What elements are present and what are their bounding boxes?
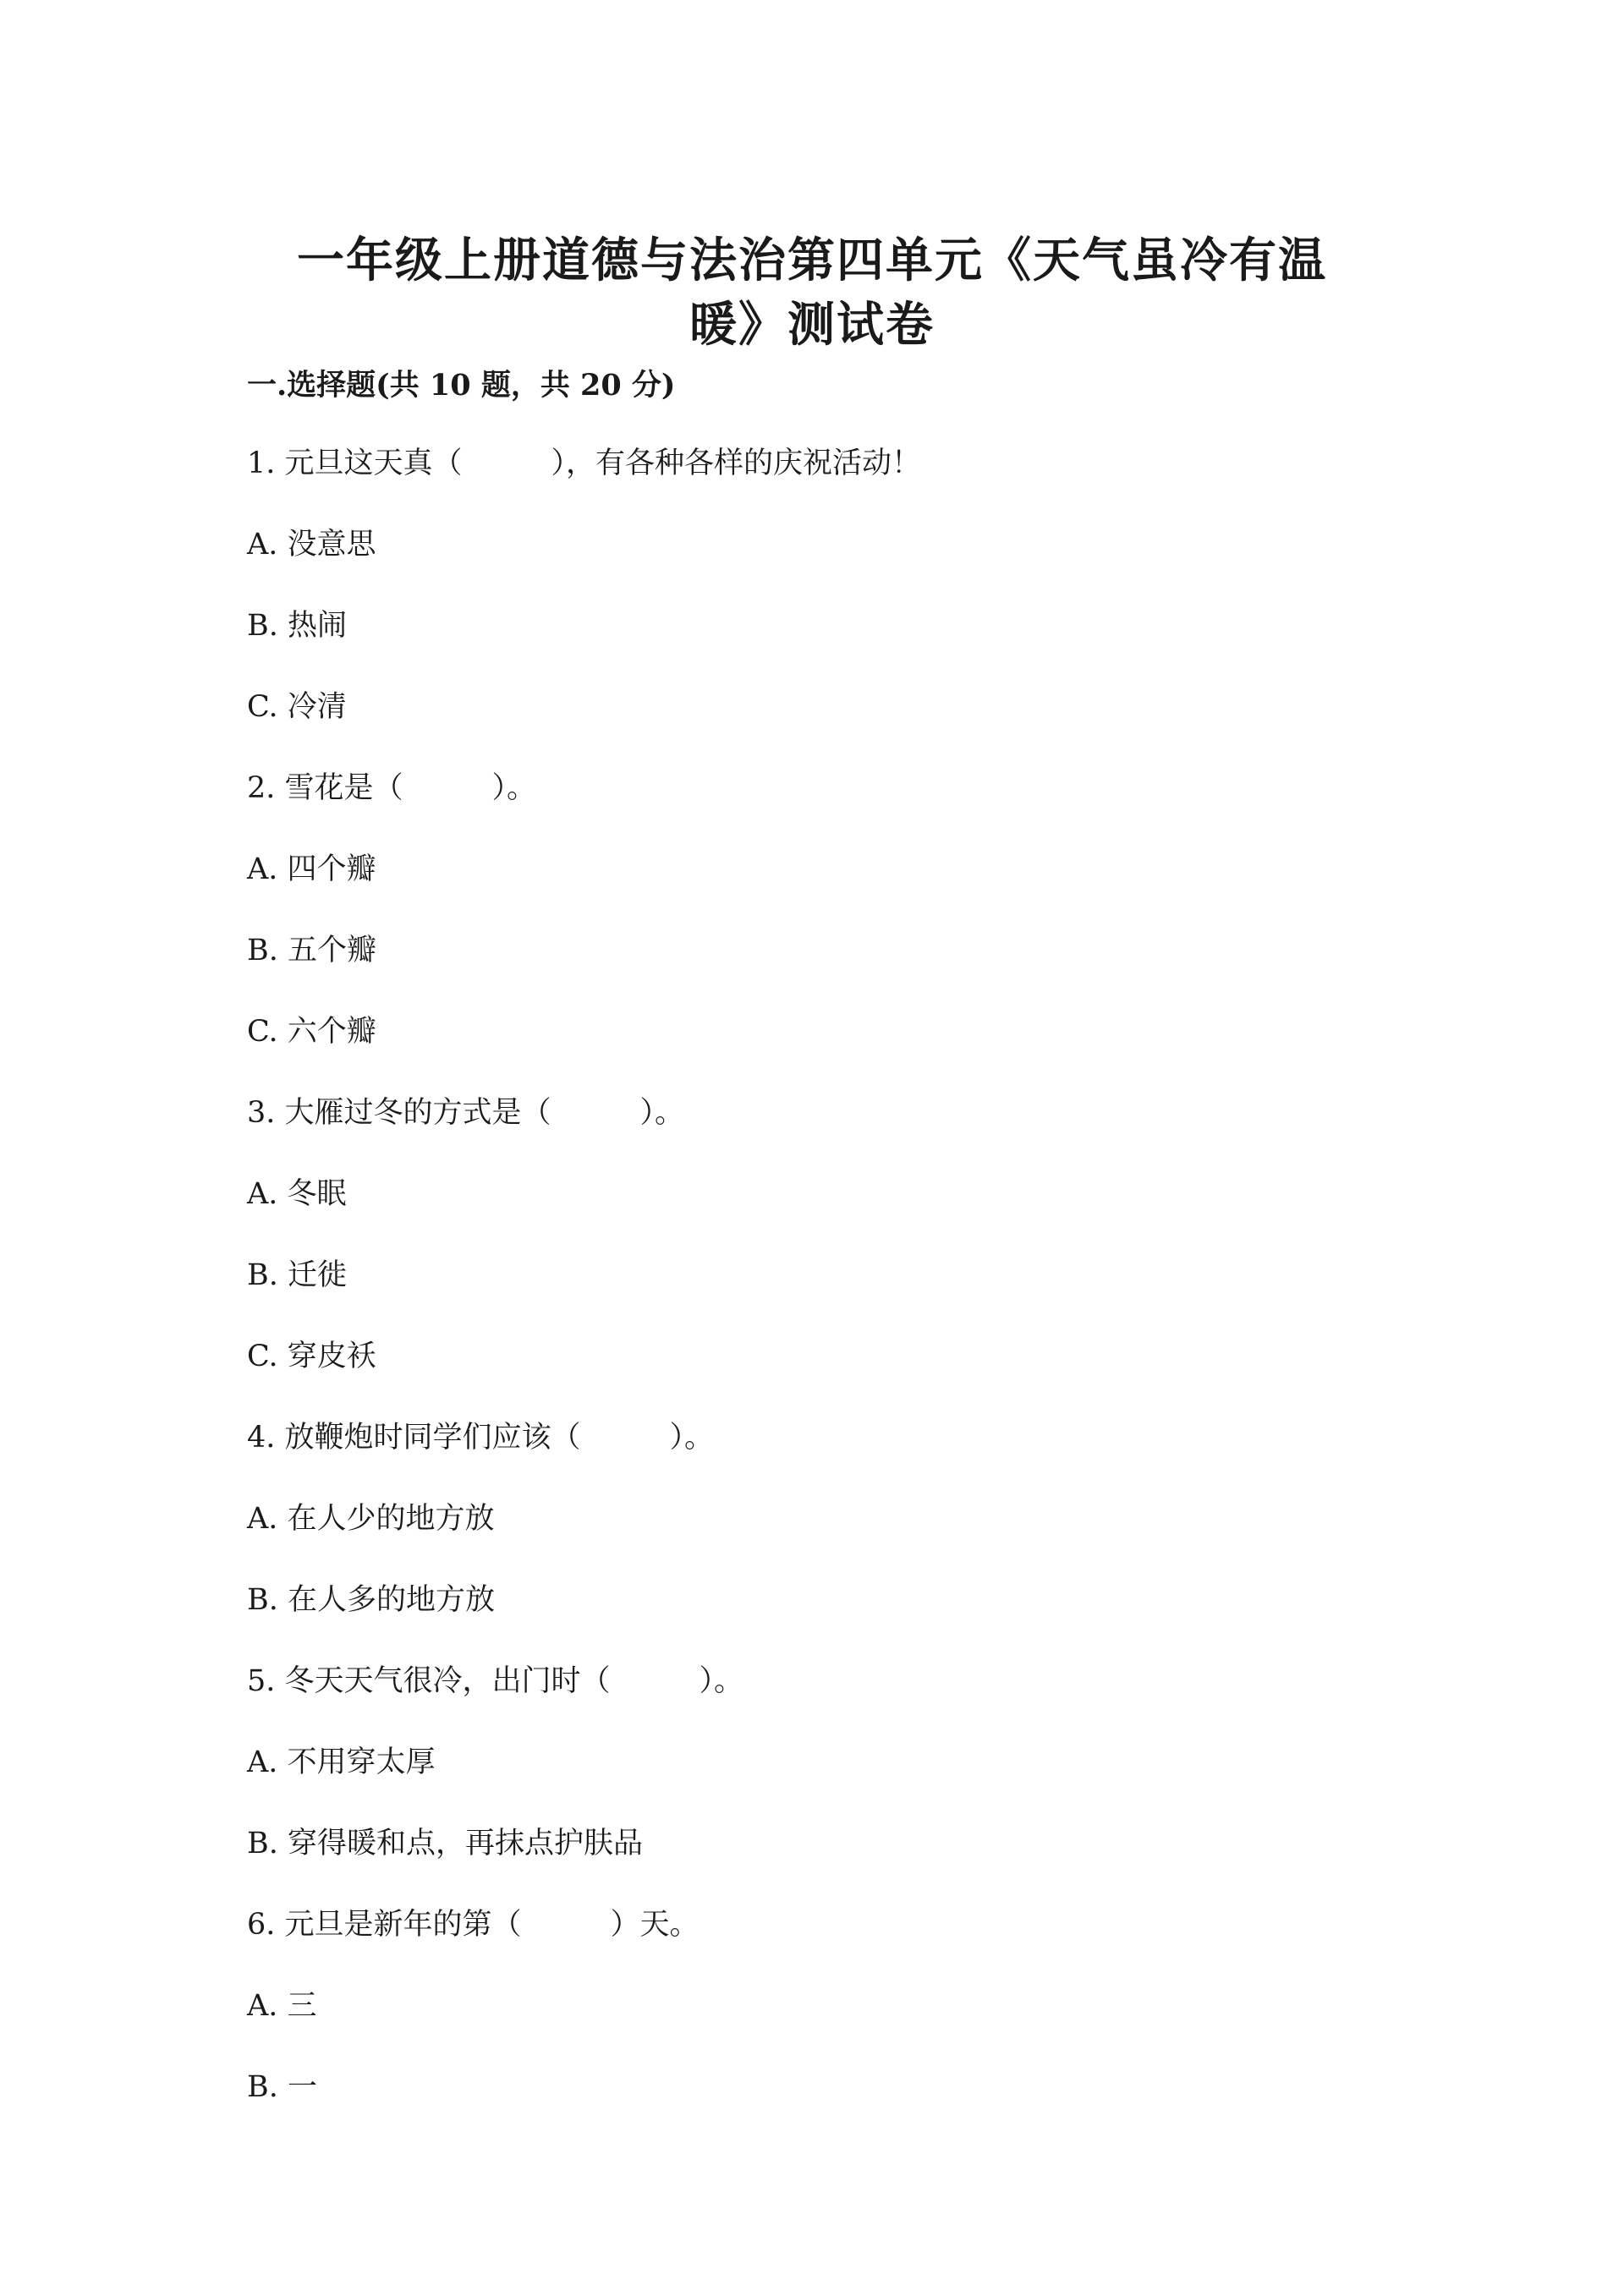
- question-6-stem: 6. 元旦是新年的第（ ）天。: [247, 1908, 700, 1942]
- document-title: [0, 228, 1624, 357]
- question-6-option-b: B. 一: [247, 2070, 317, 2104]
- question-1-stem: 1. 元旦这天真（ ），有各种各样的庆祝活动！: [247, 447, 922, 480]
- title-line-1: 一年级上册道德与法治第四单元《天气虽冷有温: [297, 232, 1327, 288]
- question-1-option-c: C. 冷清: [247, 690, 347, 724]
- question-3-stem: 3. 大雁过冬的方式是（ ）。: [247, 1096, 685, 1130]
- section-heading: 一.选择题(共 10 题，共 20 分): [247, 368, 676, 403]
- question-2-option-b: B. 五个瓣: [247, 934, 376, 967]
- question-4-option-a: A. 在人少的地方放: [247, 1502, 495, 1536]
- question-2-option-a: A. 四个瓣: [247, 852, 376, 886]
- title-line-2: 暖》测试卷: [689, 296, 935, 353]
- question-3-option-b: B. 迁徙: [247, 1258, 347, 1292]
- question-2-stem: 2. 雪花是（ ）。: [247, 771, 537, 805]
- question-5-option-b: B. 穿得暖和点，再抹点护肤品: [247, 1827, 643, 1860]
- question-4-option-b: B. 在人多的地方放: [247, 1583, 495, 1617]
- question-4-stem: 4. 放鞭炮时同学们应该（ ）。: [247, 1421, 715, 1455]
- question-5-option-a: A. 不用穿太厚: [247, 1745, 436, 1779]
- question-5-stem: 5. 冬天天气很冷，出门时（ ）。: [247, 1664, 744, 1698]
- question-1-option-a: A. 没意思: [247, 528, 376, 562]
- question-1-option-b: B. 热闹: [247, 609, 347, 643]
- question-6-option-a: A. 三: [247, 1989, 317, 2023]
- question-3-option-a: A. 冬眠: [247, 1177, 347, 1211]
- question-list: [247, 443, 1431, 2148]
- question-3-option-c: C. 穿皮袄: [247, 1340, 376, 1373]
- question-2-option-c: C. 六个瓣: [247, 1015, 376, 1049]
